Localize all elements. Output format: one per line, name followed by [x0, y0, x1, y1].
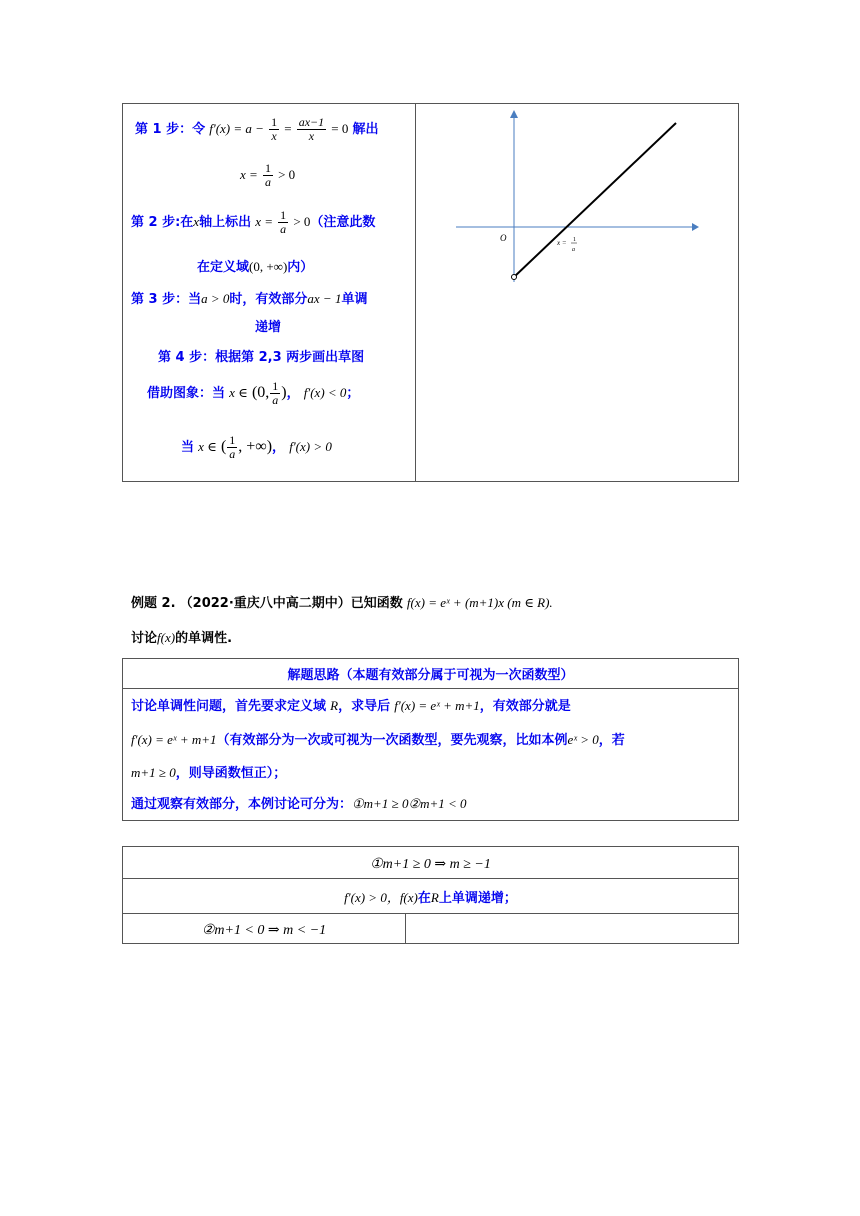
root-label-num: 1 [573, 237, 576, 243]
case2-row: ②m+1 < 0 ⇒ m < −1 [123, 914, 406, 944]
root-label-lhs: x = [557, 239, 567, 247]
step2-line2: 在定义域(0, +∞)内） [197, 259, 314, 275]
y-axis-arrow [510, 110, 518, 118]
idea-line4: 通过观察有效部分，本例讨论可分为：①m+1 ≥ 0②m+1 < 0 [131, 796, 467, 812]
steps-table [122, 103, 739, 482]
sketch-graph [416, 104, 738, 481]
idea-table [122, 658, 739, 821]
idea-body [123, 689, 739, 821]
case1-row: ①m+1 ≥ 0 ⇒ m ≥ −1 [123, 847, 739, 879]
example-question: 讨论f(x)的单调性. [131, 630, 233, 646]
graph-cell [416, 104, 739, 482]
origin-label: O [500, 233, 507, 243]
conclusion-2: 当 x ∈ ( $\frac{1}{a}$ , +∞)， f′(x) > 0 [181, 433, 332, 461]
root-label-den: a [572, 247, 575, 253]
step2: 第 2 步:在x轴上标出 x = $\frac{1}{a}$ > 0（注意此数 [131, 208, 376, 236]
idea-header: 解题思路（本题有效部分属于可视为一次函数型） [123, 659, 739, 689]
idea-line2: f′(x) = eˣ + m+1（有效部分为一次或可视为一次函数型，要先观察，比如本例eˣ > 0，若 [131, 732, 625, 748]
step4: 第 4 步：根据第 2,3 两步画出草图 [158, 350, 365, 365]
case1-result-row: f′(x) > 0，f(x)在R上单调递增； [123, 879, 739, 914]
idea-line1: 讨论单调性问题，首先要求定义域 R，求导后 f′(x) = eˣ + m+1，有效部分就是 [131, 698, 571, 714]
root: x = $\frac{1}{a}$ > 0 [240, 161, 296, 189]
cases-table [122, 846, 739, 944]
idea-line3: m+1 ≥ 0，则导函数恒正）； [131, 765, 287, 781]
conclusion-1: 借助图象：当 x ∈ (0, $\frac{1}{a}$ )， f′(x) < 0； [147, 379, 360, 407]
example-title: 例题 2. （2022·重庆八中高二期中）已知函数 f(x) = eˣ + (m+1)x (m ∈ R). [131, 595, 553, 611]
derivative-line [514, 123, 676, 277]
step3: 第 3 步：当a > 0时，有效部分ax − 1单调 [131, 291, 368, 307]
step1: 第 1 步：令 f′(x) = a − $\frac{1}{x}$ = $\frac{ax-1}{x}$ = 0 解出 [135, 115, 379, 143]
case2-result [406, 914, 739, 944]
open-endpoint [512, 275, 517, 280]
steps-cell [123, 104, 416, 482]
step3-line2: 递增 [255, 320, 282, 335]
x-axis-arrow [692, 223, 699, 231]
